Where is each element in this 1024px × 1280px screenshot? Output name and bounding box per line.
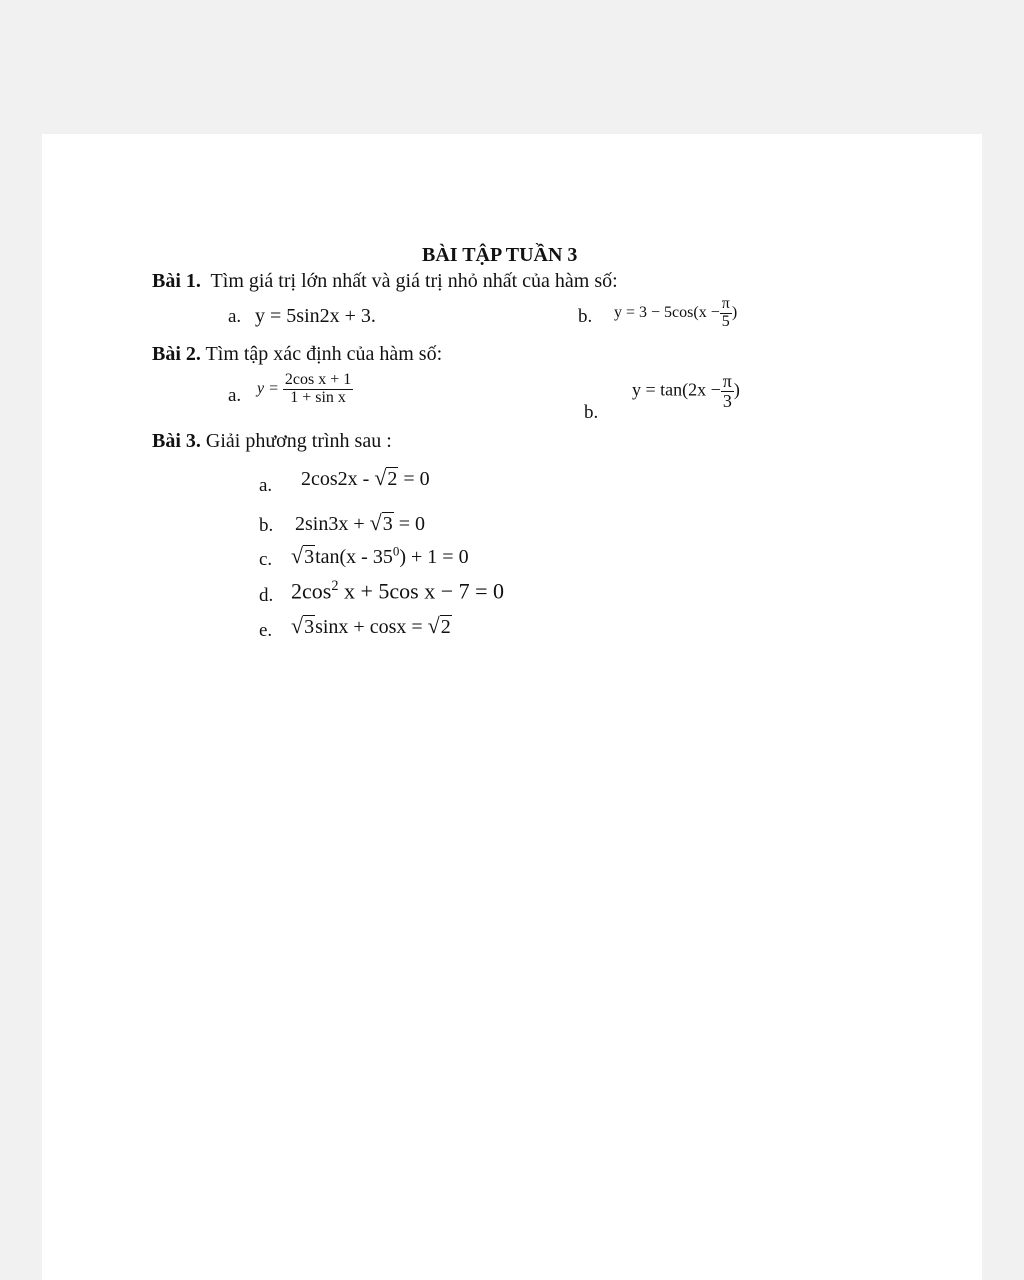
formula-3a-before: 2cos2x - [301,468,375,490]
exercise-3d-formula [291,578,504,604]
formula-3c-after: ) + 1 = 0 [399,546,469,568]
exercise-3c-formula [291,543,469,569]
sqrt-3b-radicand: 3 [382,513,393,535]
exercise-1a-formula: y = 5sin2x + 3. [255,305,376,327]
formula-3a-after: = 0 [398,468,430,490]
fraction-2a-numerator: 2cos x + 1 [284,371,352,388]
fraction-2b [721,372,734,411]
exercise-3a-label: a. [259,475,273,496]
fraction-2a [283,372,353,407]
exercise-3b-formula [295,510,425,536]
fraction-2a-denominator: 1 + sin x [290,388,346,406]
page-title: BÀI TẬP TUẦN 3 [422,244,578,266]
exercise-3b-label: b. [259,515,274,536]
formula-1b-close: ) [731,303,738,321]
formula-3d-superscript: 2 [331,578,339,594]
exercise-3-prompt: Giải phương trình sau : [205,430,392,452]
exercise-3d-label: d. [259,585,274,606]
fraction-1b-numerator: π [721,295,730,312]
exercise-3e-formula [291,613,452,639]
sqrt-3e-radicand-2: 2 [440,616,451,638]
exercise-2a-label: a. [228,385,242,406]
exercise-1a-label: a. [228,306,242,327]
formula-3c-mid: tan(x - 35 [315,546,393,568]
exercise-1-label: Bài 1. [152,270,201,292]
formula-3e-mid: sinx + cosx = [315,616,428,638]
fraction-1b [720,296,732,331]
exercise-3-heading [152,430,392,453]
exercise-2a-formula [257,372,353,407]
sqrt-3b: √3 [369,510,393,535]
fraction-2b-numerator: π [722,371,732,391]
formula-2b-lhs: y = tan(2x − [632,379,721,400]
sqrt-3c: √3 [291,543,315,568]
formula-3d-before: 2cos [291,578,332,604]
exercise-1-heading [152,270,618,293]
formula-3d-after: x + 5cos x − 7 = 0 [338,578,505,604]
sqrt-3c-radicand: 3 [304,546,315,568]
fraction-2b-denominator: 3 [722,390,732,411]
exercise-2b-formula [632,372,740,411]
formula-2b-close: ) [733,379,740,400]
exercise-3a-formula [301,465,430,491]
exercise-2-prompt: Tìm tập xác định của hàm số: [205,343,443,365]
formula-1b-lhs: y = 3 − 5cos(x − [614,303,720,321]
sqrt-3e-first: √3 [291,613,315,638]
fraction-1b-denominator: 5 [721,312,730,330]
exercise-2b-label: b. [584,402,599,423]
exercise-1b-formula [614,296,737,331]
formula-3b-after: = 0 [393,513,425,535]
sqrt-3e-radicand: 3 [304,616,315,638]
sqrt-3a: √2 [374,465,398,490]
exercise-1-prompt: Tìm giá trị lớn nhất và giá trị nhỏ nhất của hàm số: [210,270,618,292]
exercise-3c-label: c. [259,549,273,570]
formula-3c-superscript: 0 [392,543,400,559]
formula-2a-lhs: y = [257,379,279,397]
exercise-3-label: Bài 3. [152,430,201,452]
sqrt-3a-radicand: 2 [387,468,398,490]
exercise-2-heading [152,343,442,366]
exercise-3e-label: e. [259,620,273,641]
exercise-2-label: Bài 2. [152,343,201,365]
formula-3b-before: 2sin3x + [295,513,370,535]
document-page [42,134,982,1280]
exercise-1b-label: b. [578,306,593,327]
sqrt-3e-second: √2 [427,613,451,638]
